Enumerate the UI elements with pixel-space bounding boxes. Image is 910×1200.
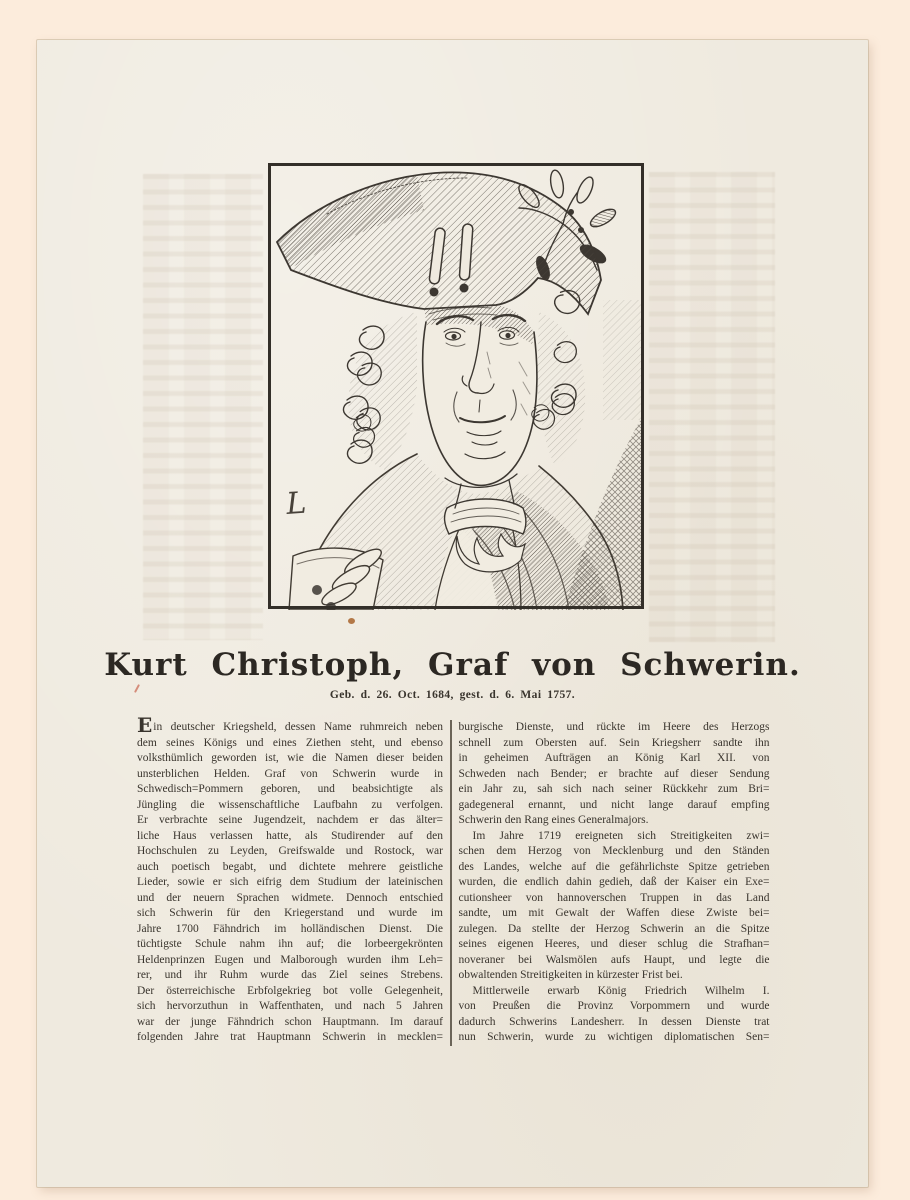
text-line: Jüngling die wissenschaftliche Laufbahn zu verfolgen. bbox=[137, 798, 443, 811]
page-title: Kurt Christoph, Graf von Schwerin. bbox=[104, 647, 801, 683]
text-line: sich Schwerin für den Kriegerstand und wurde im bbox=[137, 907, 443, 919]
text-line: Mittlerweile erwarb König Friedrich Wilhelm I. bbox=[472, 984, 770, 997]
text-line: seines eigenen Heeres, und dieser schlug die Strafhan= bbox=[458, 938, 770, 950]
reverse-side-show-through-left bbox=[143, 174, 263, 640]
tricorne-hat-illustration bbox=[277, 172, 601, 344]
text-line: gadegeneral ernannt, und nicht lange darauf empfing bbox=[458, 798, 770, 811]
text-line: tüchtigste Schule nahm ihn auf; die lorbeergekrönten bbox=[137, 938, 443, 950]
text-line: von Preußen die Provinz Vorpommern und wurde bbox=[458, 1000, 770, 1012]
text-line: Ein deutscher Kriegsheld, dessen Name ruhmreich neben bbox=[137, 713, 443, 737]
text-line: obwaltenden Streitigkeiten in kürzester Frist bei. bbox=[458, 969, 683, 981]
column-divider bbox=[450, 720, 452, 1046]
text-line: Hochschulen zu Leyden, Greifswalde und Rostock, war bbox=[137, 845, 443, 857]
text-line: zulegen. Da stellte der Herzog Schwerin an die Spitze bbox=[458, 922, 770, 935]
paper-stain bbox=[348, 618, 355, 624]
text-line: Er verbrachte seine Jugendzeit, nachdem er das älter= bbox=[137, 814, 443, 826]
portrait-engraving-svg bbox=[267, 162, 645, 610]
text-line: war der junge Fähndrich schon Hauptmann. Im darauf bbox=[137, 1015, 443, 1028]
text-line: ein Jahr zu, sah sich nach seiner Rückkehr zum Bri= bbox=[458, 783, 770, 795]
text-line: auch poetisch begabt, und dichtete mehrere geistliche bbox=[137, 860, 443, 873]
text-line: des Landes, welche auf die gefährlichste Spitze getrieben bbox=[458, 860, 770, 873]
text-line: dem seines Königs und eines Ziethen steht, und ebenso bbox=[137, 736, 443, 749]
text-line: sich hervorzuthun in Waffenthaten, und nach 5 Jahren bbox=[137, 1000, 443, 1012]
text-line: wurden, die endlich dahin gedieh, daß der Kaiser ein Exe= bbox=[458, 876, 770, 888]
text-line: schnell zum Obersten auf. Sein Kriegsherr sandte ihn bbox=[458, 736, 770, 749]
engraver-monogram: L bbox=[285, 485, 308, 522]
text-line: unsterblichen Helden. Graf von Schwerin wurde in bbox=[137, 767, 443, 780]
portrait-engraving bbox=[267, 162, 645, 610]
text-column-left bbox=[137, 713, 443, 1046]
initial-capital: E bbox=[137, 713, 153, 737]
text-line: cutionsheer von hannoverschen Truppen in das Land bbox=[458, 891, 770, 904]
text-line: volksthümlich geworden ist, wie die Namen dieser beiden bbox=[137, 752, 443, 764]
text-line: Jahre 1700 Fähndrich im holländischen Dienst. Die bbox=[137, 922, 443, 935]
text-line: Heldenprinzen Eugen und Malborough wurden ihm Leh= bbox=[137, 953, 443, 966]
hand-illustration bbox=[289, 545, 385, 610]
text-line: Im Jahre 1719 ereigneten sich Streitigkeiten zwi= bbox=[472, 829, 770, 842]
text-line: liche Haus verlassen hatte, als Studirender auf den bbox=[137, 829, 443, 842]
text-line: burgische Dienste, und rückte im Heere des Herzogs bbox=[458, 721, 770, 733]
text-column-right bbox=[459, 720, 770, 1046]
text-line: Lieder, sowie er sich eifrig dem Studium der lateinischen bbox=[137, 876, 443, 888]
text-line: rer, und ihr Ruhm wurde das Ziel seines Strebens. bbox=[137, 969, 443, 981]
text-line: Schweden nach Bender; er brachte auf dieser Sendung bbox=[458, 767, 770, 780]
text-line: dadurch Schwerins Landesherr. In dessen Dienste trat bbox=[458, 1015, 770, 1028]
text-line: sandte, um mit Gewalt der Waffen diese Zwiste bei= bbox=[458, 907, 770, 919]
text-line: nun Schwerin, wurde zu wichtigen diplomatischen Sen= bbox=[458, 1031, 770, 1043]
document-page bbox=[37, 40, 868, 1187]
text-line: Schwedisch=Pommern geboren, und beabsichtigte als bbox=[137, 783, 443, 795]
text-line: und der neuern Sprachen widmete. Dennoch entschied bbox=[137, 891, 443, 904]
title-block bbox=[100, 646, 805, 701]
article-text bbox=[137, 713, 773, 1046]
life-dates: Geb. d. 26. Oct. 1684, gest. d. 6. Mai 1757. bbox=[329, 689, 576, 701]
face-illustration bbox=[423, 315, 537, 487]
reverse-side-show-through-right bbox=[649, 172, 775, 642]
text-line: Schwerin den Rang eines Generalmajors. bbox=[458, 814, 649, 826]
text-line: Der österreichische Erbfolgekrieg bot volle Gelegenheit, bbox=[137, 984, 443, 997]
text-line: in geheimen Aufträgen an König Karl XII. von bbox=[458, 752, 770, 764]
text-line: noveraner bei Walsmölen aufs Haupt, und legte die bbox=[458, 953, 770, 966]
text-line: folgenden Jahre trat Hauptmann Schwerin in mecklen= bbox=[137, 1031, 443, 1043]
text-line: schen dem Herzog von Mecklenburg und den Ständen bbox=[458, 845, 770, 857]
